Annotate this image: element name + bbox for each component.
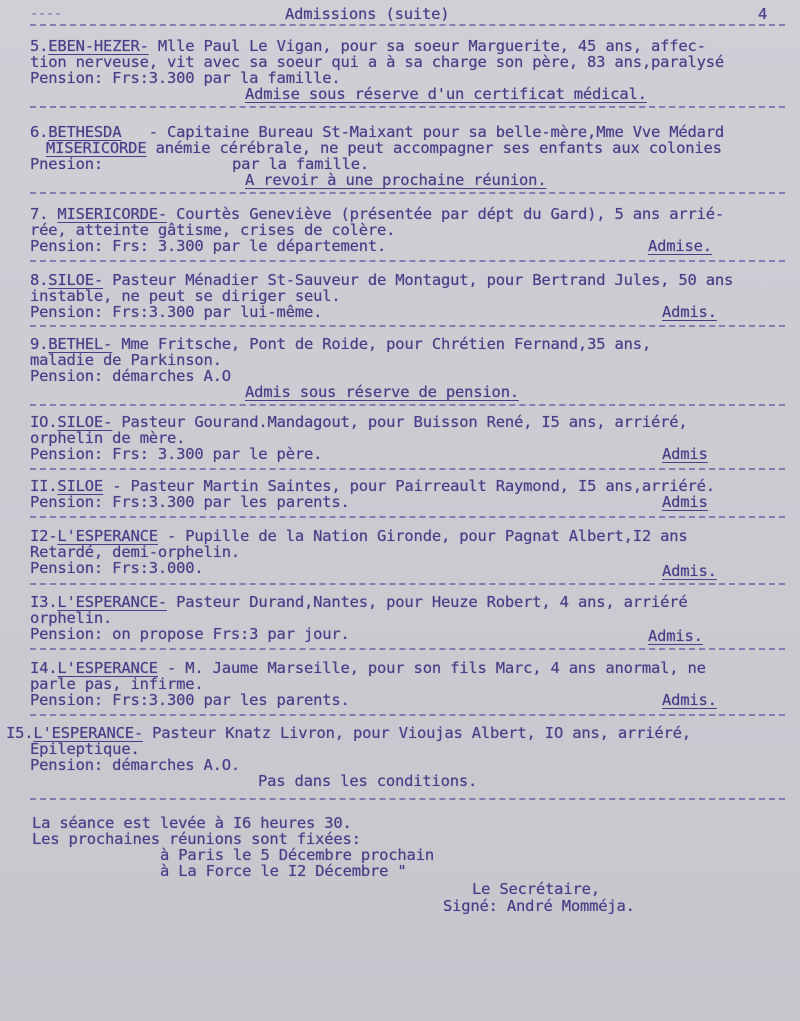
entry-15-line-3: Pension: démarches A.O. — [30, 756, 241, 774]
closing-line-3: à Paris le 5 Décembre prochain — [160, 846, 434, 864]
entry-7-line-3: Pension: Frs: 3.300 par le département. — [30, 237, 387, 255]
entry-13-decision: Admis. — [648, 627, 703, 645]
entry-15-decision: Pas dans les conditions. — [258, 772, 478, 790]
entry-11-decision: Admis — [662, 493, 708, 511]
header-title: Admissions (suite) — [285, 5, 450, 23]
entry-6-line-2 — [46, 140, 722, 157]
divider — [30, 714, 785, 716]
entry-14-decision: Admis. — [662, 691, 717, 709]
entry-10-line-2: orphelin de mère. — [30, 429, 186, 447]
entry-14-line-2: parle pas, infirme. — [30, 675, 204, 693]
entry-home: MISERICORDE- — [57, 205, 167, 223]
entry-6-line-3: Pnesion: — [30, 155, 104, 173]
entry-text: Pasteur Gourand.Mandagout, pour Buisson René, I5 ans, arriéré, — [121, 413, 688, 431]
header-dash-left: ---- — [30, 6, 62, 22]
entry-13-line-2: orphelin. — [30, 609, 113, 627]
divider — [30, 325, 785, 327]
entry-number: 5. — [30, 37, 49, 55]
entry-home: BETHESDA — [48, 123, 122, 141]
entry-8-decision: Admis. — [662, 303, 717, 321]
closing-line-4: à La Force le I2 Décembre " — [160, 862, 407, 880]
entry-home: L'ESPERANCE — [57, 659, 158, 677]
entry-text: - Capitaine Bureau St-Maixant pour sa belle-mère,Mme Vve Médard — [148, 123, 725, 141]
entry-number: I4. — [30, 659, 58, 677]
entry-home: L'ESPERANCE- — [57, 593, 167, 611]
entry-number: II. — [30, 477, 58, 495]
entry-number: 8. — [30, 271, 49, 289]
entry-12-line-2: Retardé, demi-orphelin. — [30, 543, 241, 561]
entry-8-line-3: Pension: Frs:3.300 par lui-même. — [30, 303, 323, 321]
entry-9-decision: Admis sous réserve de pension. — [245, 383, 519, 401]
entry-text: - Pasteur Martin Saintes, pour Pairreault Raymond, I5 ans,arriéré. — [112, 477, 715, 495]
divider — [30, 404, 785, 406]
entry-text: - Pupille de la Nation Gironde, pour Pagnat Albert,I2 ans — [167, 527, 688, 545]
entry-home: EBEN-HEZER- — [48, 37, 149, 55]
entry-home-2: MISERICORDE — [46, 139, 147, 157]
entry-15-line-2: Epileptique. — [30, 740, 140, 758]
entry-home: SILOE — [57, 477, 104, 495]
entry-12-line-3: Pension: Frs:3.000. — [30, 559, 204, 577]
divider — [30, 468, 785, 470]
signature-title: Le Secrétaire, — [472, 880, 600, 898]
signature-name: Signé: André Momméja. — [443, 897, 635, 915]
closing-line-1: La séance est levée à I6 heures 30. — [32, 814, 352, 832]
entry-text: Mme Fritsche, Pont de Roide, pour Chrétien Fernand,35 ans, — [121, 335, 651, 353]
entry-5-line-2: tion nerveuse, vit avec sa soeur qui a à sa charge son père, 83 ans,paralysé — [30, 53, 725, 71]
divider — [30, 192, 785, 194]
entry-text: Pasteur Ménadier St-Sauveur de Montagut, pour Bertrand Jules, 50 ans — [112, 271, 734, 289]
divider — [30, 106, 785, 108]
entry-text: anémie cérébrale, ne peut accompagner ses enfants aux colonies — [155, 139, 722, 157]
entry-text: - M. Jaume Marseille, pour son fils Marc, 4 ans anormal, ne — [167, 659, 706, 677]
entry-number: 7. — [30, 205, 49, 223]
entry-7-decision: Admise. — [648, 237, 712, 255]
entry-text: Pasteur Knatz Livron, pour Vioujas Albert, IO ans, arriéré, — [152, 724, 691, 742]
entry-number: IO. — [30, 413, 58, 431]
entry-5-line-3: Pension: Frs:3.300 par la famille. — [30, 69, 341, 87]
entry-number: 9. — [30, 335, 49, 353]
entry-10-decision: Admis — [662, 445, 708, 463]
entry-number: I2- — [30, 527, 58, 545]
entry-10-line-3: Pension: Frs: 3.300 par le père. — [30, 445, 323, 463]
divider — [30, 798, 785, 800]
entry-text: Courtès Geneviève (présentée par dépt du Gard), 5 ans arrié- — [176, 205, 725, 223]
entry-number: I3. — [30, 593, 58, 611]
entry-6-decision: A revoir à une prochaine réunion. — [245, 171, 547, 189]
entry-home: BETHEL- — [48, 335, 113, 353]
entry-7-line-2: rée, atteinte gâtisme, crises de colère. — [30, 221, 396, 239]
entry-home: SILOE- — [48, 271, 104, 289]
entry-number: I5. — [6, 724, 34, 742]
page-number: 4 — [758, 5, 768, 23]
entry-home: L'ESPERANCE — [57, 527, 158, 545]
entry-11-line-2: Pension: Frs:3.300 par les parents. — [30, 493, 350, 511]
entry-home: L'ESPERANCE- — [33, 724, 143, 742]
entry-home: SILOE- — [57, 413, 113, 431]
entry-9-line-3: Pension: démarches A.O — [30, 367, 231, 385]
entry-8-line-2: instable, ne peut se diriger seul. — [30, 287, 341, 305]
entry-6-line-4: par la famille. — [232, 155, 369, 173]
divider — [30, 648, 785, 650]
divider — [30, 583, 785, 585]
entry-text: Pasteur Durand,Nantes, pour Heuze Robert, 4 ans, arriéré — [176, 593, 688, 611]
closing-line-2: Les prochaines réunions sont fixées: — [32, 830, 361, 848]
header-rule — [30, 24, 785, 26]
entry-13-line-3: Pension: on propose Frs:3 par jour. — [30, 625, 350, 643]
divider — [30, 516, 785, 518]
entry-9-line-2: maladie de Parkinson. — [30, 351, 222, 369]
entry-5-decision: Admise sous réserve d'un certificat médical. — [245, 85, 647, 103]
entry-text: Mlle Paul Le Vigan, pour sa soeur Marguerite, 45 ans, affec- — [157, 37, 706, 55]
entry-12-decision: Admis. — [662, 562, 717, 580]
entry-13-line-1 — [30, 594, 688, 611]
entry-14-line-3: Pension: Frs:3.300 par les parents. — [30, 691, 350, 709]
entry-number: 6. — [30, 123, 49, 141]
divider — [30, 260, 785, 262]
